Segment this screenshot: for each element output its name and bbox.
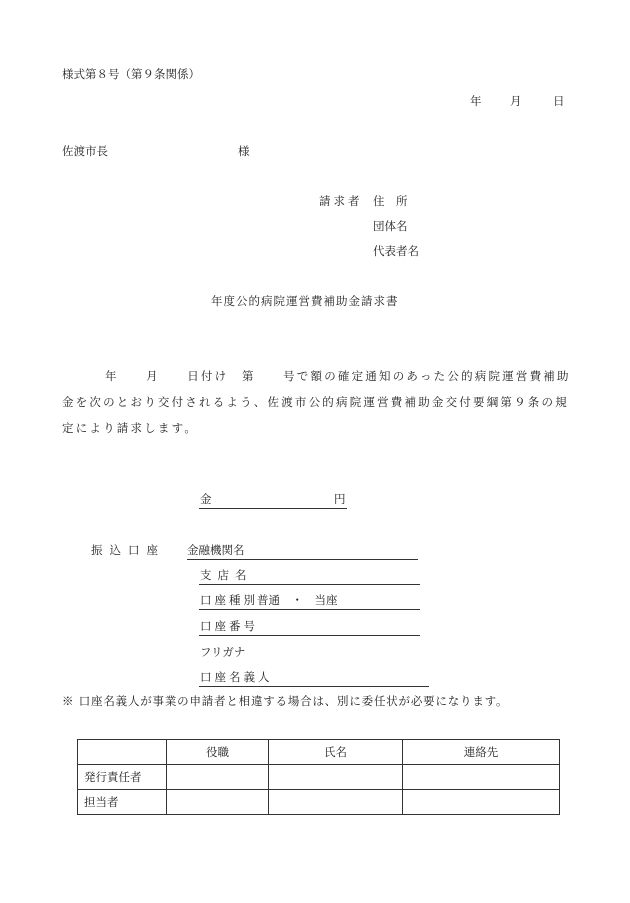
account-type-values: 普通 ・ 当座 (257, 593, 338, 607)
account-holder-underline (199, 686, 429, 687)
table-header-cell: 氏名 (269, 740, 403, 765)
table-row (78, 765, 560, 790)
table-cell (269, 790, 403, 815)
body-line-2: 金を次のとおり交付されるよう、佐渡市公的病院運営費補助金交付要綱第９条の規 (62, 395, 569, 409)
transfer-account-label: 振込口座 (91, 543, 165, 557)
claimant-representative-label: 代表者名 (373, 244, 419, 258)
table-row-label: 担当者 (78, 790, 167, 815)
responsibility-table (77, 739, 560, 815)
table-cell (167, 765, 269, 790)
branch-label: 支店名 (200, 568, 253, 582)
document-title: 年度公的病院運営費補助金請求書 (211, 294, 399, 308)
table-header-row (78, 740, 560, 765)
table-header-cell (78, 740, 167, 765)
table-header-cell: 連絡先 (403, 740, 560, 765)
form-number-header: 様式第８号（第９条関係） (62, 67, 200, 81)
account-type-underline (199, 609, 420, 610)
addressee-name: 佐渡市長 (62, 144, 108, 158)
body-line-3: 定により請求します。 (62, 421, 199, 435)
body-line-1: 年 月 日付け 第 号で額の確定通知のあった公的病院運営費補助 (105, 369, 571, 383)
addressee-honorific: 様 (238, 144, 250, 158)
table-cell (167, 790, 269, 815)
account-number-underline (199, 635, 420, 636)
table-row-label: 発行責任者 (78, 765, 167, 790)
table-cell (269, 765, 403, 790)
branch-underline (199, 584, 420, 585)
date-month: 月 (510, 94, 522, 108)
date-year: 年 (470, 94, 482, 108)
amount-suffix: 円 (334, 492, 346, 506)
delegation-note: ※ 口座名義人が事業の申請者と相違する場合は、別に委任状が必要になります。 (62, 694, 509, 708)
account-number-label: 口座番号 (200, 619, 258, 633)
table-header-cell: 役職 (167, 740, 269, 765)
table-cell (403, 765, 560, 790)
table-cell (403, 790, 560, 815)
claimant-label: 請求者 (319, 194, 363, 208)
table-row (78, 790, 560, 815)
amount-underline (199, 508, 347, 509)
claimant-address-label: 住 所 (373, 194, 408, 208)
account-type-label: 口座種別 (200, 593, 258, 607)
bank-name-label: 金融機関名 (187, 543, 245, 557)
claimant-organization-label: 団体名 (373, 219, 408, 233)
date-day: 日 (553, 94, 565, 108)
amount-prefix: 金 (200, 492, 212, 506)
bank-name-underline (187, 559, 418, 560)
request-body (62, 363, 582, 441)
furigana-label: フリガナ (200, 645, 246, 659)
account-holder-label: 口座名義人 (200, 670, 273, 684)
